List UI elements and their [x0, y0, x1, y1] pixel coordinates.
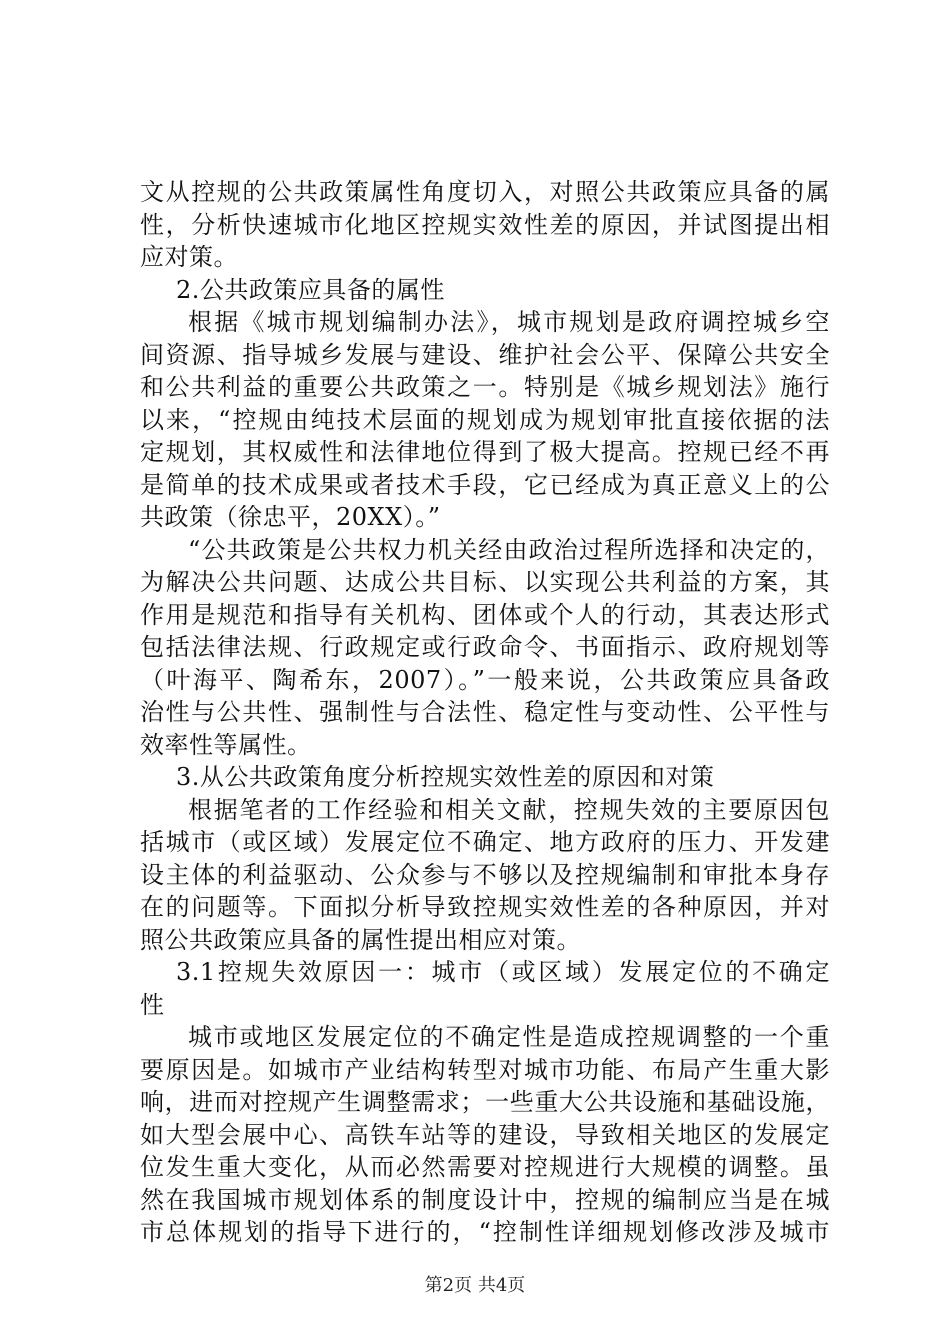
text-line: 要原因是。如城市产业结构转型对城市功能、布局产生重大影	[140, 1055, 830, 1084]
text-line: 定规划，其权威性和法律地位得到了极大提高。控规已经不再	[140, 438, 830, 466]
text-line: 包括法律法规、行政规定或行政命令、书面指示、政府规划等	[140, 633, 830, 661]
page-footer: 第2页 共4页	[424, 1275, 526, 1296]
text-line: 以来，“控规由纯技术层面的规划成为规划审批直接依据的法	[140, 405, 830, 434]
text-line: 作用是规范和指导有关机构、团体或个人的行动，其表达形式	[140, 600, 830, 629]
text-line: 间资源、指导城乡发展与建设、维护社会公平、保障公共安全	[140, 340, 830, 369]
text-line: 如大型会展中心、高铁车站等的建设，导致相关地区的发展定	[140, 1120, 830, 1149]
text-line: （叶海平、陶希东，2007）。”一般来说，公共政策应具备政	[140, 665, 830, 694]
text-line: 位发生重大变化，从而必然需要对控规进行大规模的调整。虽	[140, 1153, 830, 1181]
text-line: 然在我国城市规划体系的制度设计中，控规的编制应当是在城	[140, 1185, 830, 1214]
text-line: 应对策。	[140, 243, 238, 271]
text-line: 效率性等属性。	[140, 730, 312, 759]
text-line: 性，分析快速城市化地区控规实效性差的原因，并试图提出相	[140, 210, 830, 239]
text-line: 文从控规的公共政策属性角度切入，对照公共政策应具备的属	[140, 178, 830, 206]
text-line: 城市或地区发展定位的不确定性是造成控规调整的一个重	[188, 1023, 830, 1051]
text-line: 市总体规划的指导下进行的，“控制性详细规划修改涉及城市	[140, 1218, 830, 1246]
text-line: 根据笔者的工作经验和相关文献，控规失效的主要原因包	[188, 795, 830, 824]
text-line: “公共政策是公共权力机关经由政治过程所选择和决定的，	[188, 535, 830, 564]
section-heading: 3.从公共政策角度分析控规实效性差的原因和对策	[176, 763, 715, 791]
text-line: 根据《城市规划编制办法》，城市规划是政府调控城乡空	[188, 308, 830, 336]
document-body	[140, 176, 830, 1249]
text-line: 是简单的技术成果或者技术手段，它已经成为真正意义上的公	[140, 470, 830, 499]
text-line: 设主体的利益驱动、公众参与不够以及控规编制和审批本身存	[140, 860, 830, 889]
text-line: 治性与公共性、强制性与合法性、稳定性与变动性、公平性与	[140, 698, 830, 726]
section-heading: 2.公共政策应具备的属性	[176, 275, 445, 304]
section-heading: 3.1控规失效原因一：城市（或区域）发展定位的不确定	[176, 958, 830, 986]
text-line: 在的问题等。下面拟分析导致控规实效性差的各种原因，并对	[140, 893, 830, 921]
text-line: 为解决公共问题、达成公共目标、以实现公共利益的方案，其	[140, 568, 830, 596]
text-line: 照公共政策应具备的属性提出相应对策。	[140, 925, 581, 954]
text-line: 性	[140, 990, 165, 1019]
text-line: 响，进而对控规产生调整需求；一些重大公共设施和基础设施，	[140, 1088, 830, 1116]
text-line: 共政策（徐忠平，20XX）。”	[140, 503, 441, 531]
text-line: 和公共利益的重要公共政策之一。特别是《城乡规划法》施行	[140, 373, 830, 401]
text-line: 括城市（或区域）发展定位不确定、地方政府的压力、开发建	[140, 828, 830, 856]
